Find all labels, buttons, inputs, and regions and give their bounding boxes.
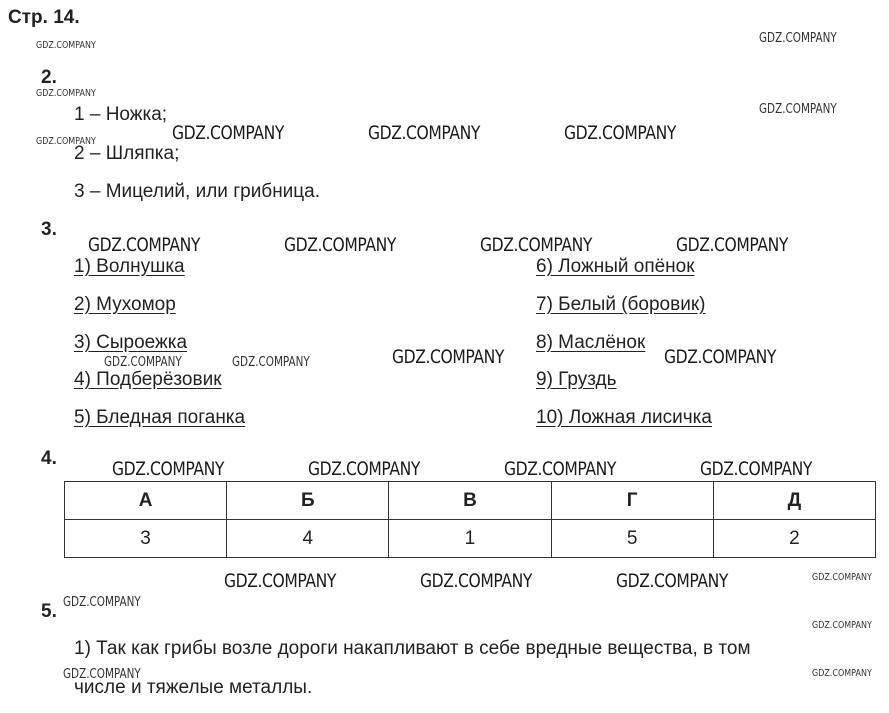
task-3-right-item-6: 6) Ложный опёнок bbox=[536, 256, 695, 277]
task-5-number: 5. bbox=[41, 601, 57, 622]
watermark: GDZ.COMPANY bbox=[664, 346, 777, 368]
answer-table bbox=[64, 481, 876, 558]
answer-table-cell: 5 bbox=[551, 520, 713, 558]
answer-table-header: В bbox=[389, 482, 551, 520]
answer-table-header-row bbox=[65, 482, 876, 520]
watermark: GDZ.COMPANY bbox=[564, 122, 677, 144]
page-title: Стр. 14. bbox=[8, 7, 80, 28]
watermark: GDZ.COMPANY bbox=[172, 122, 285, 144]
watermark: GDZ.COMPANY bbox=[63, 595, 141, 610]
watermark: GDZ.COMPANY bbox=[284, 234, 397, 256]
answer-table-cell: 4 bbox=[227, 520, 389, 558]
task-2-number: 2. bbox=[41, 67, 57, 88]
task-3-right-item-9: 9) Груздь bbox=[536, 369, 617, 390]
task-5-line-1: 1) Так как грибы возле дороги накапливают в себе вредные вещества, в том bbox=[74, 638, 751, 659]
watermark: GDZ.COMPANY bbox=[308, 458, 421, 480]
watermark: GDZ.COMPANY bbox=[36, 136, 96, 147]
watermark: GDZ.COMPANY bbox=[36, 40, 96, 51]
task-2-item-1: 1 – Ножка; bbox=[74, 104, 168, 125]
task-3-left-item-5: 5) Бледная поганка bbox=[74, 407, 246, 428]
watermark: GDZ.COMPANY bbox=[232, 355, 310, 370]
answer-table-header: Б bbox=[227, 482, 389, 520]
answer-table-cell: 2 bbox=[713, 520, 875, 558]
task-3-left-item-2: 2) Мухомор bbox=[74, 294, 176, 315]
watermark: GDZ.COMPANY bbox=[63, 667, 141, 682]
answer-table-header: Г bbox=[551, 482, 713, 520]
watermark: GDZ.COMPANY bbox=[759, 102, 837, 117]
watermark: GDZ.COMPANY bbox=[676, 234, 789, 256]
watermark: GDZ.COMPANY bbox=[812, 620, 872, 631]
watermark: GDZ.COMPANY bbox=[616, 570, 729, 592]
answer-table-header: А bbox=[65, 482, 227, 520]
watermark: GDZ.COMPANY bbox=[812, 668, 872, 679]
watermark: GDZ.COMPANY bbox=[104, 355, 182, 370]
watermark: GDZ.COMPANY bbox=[420, 570, 533, 592]
answer-table-header: Д bbox=[713, 482, 875, 520]
task-3-left-item-1: 1) Волнушка bbox=[74, 256, 185, 277]
watermark: GDZ.COMPANY bbox=[88, 234, 201, 256]
task-3-number: 3. bbox=[41, 219, 57, 240]
task-5-line-2: числе и тяжелые металлы. bbox=[74, 677, 313, 698]
watermark: GDZ.COMPANY bbox=[759, 31, 837, 46]
watermark: GDZ.COMPANY bbox=[504, 458, 617, 480]
watermark: GDZ.COMPANY bbox=[480, 234, 593, 256]
watermark: GDZ.COMPANY bbox=[812, 572, 872, 583]
task-3-right-item-7: 7) Белый (боровик) bbox=[536, 294, 706, 315]
watermark: GDZ.COMPANY bbox=[392, 346, 505, 368]
watermark: GDZ.COMPANY bbox=[368, 122, 481, 144]
task-3-right-item-8: 8) Маслёнок bbox=[536, 332, 646, 353]
answer-table-cell: 3 bbox=[65, 520, 227, 558]
watermark: GDZ.COMPANY bbox=[700, 458, 813, 480]
watermark: GDZ.COMPANY bbox=[112, 458, 225, 480]
task-3-right-item-10: 10) Ложная лисичка bbox=[536, 407, 712, 428]
task-3-left-item-3: 3) Сыроежка bbox=[74, 332, 188, 353]
task-4-number: 4. bbox=[41, 448, 57, 469]
task-3-left-item-4: 4) Подберёзовик bbox=[74, 369, 222, 390]
watermark: GDZ.COMPANY bbox=[36, 88, 96, 99]
answer-table-cell: 1 bbox=[389, 520, 551, 558]
answer-table-value-row bbox=[65, 520, 876, 558]
task-2-item-3: 3 – Мицелий, или грибница. bbox=[74, 181, 321, 202]
task-2-item-2: 2 – Шляпка; bbox=[74, 143, 180, 164]
watermark: GDZ.COMPANY bbox=[224, 570, 337, 592]
